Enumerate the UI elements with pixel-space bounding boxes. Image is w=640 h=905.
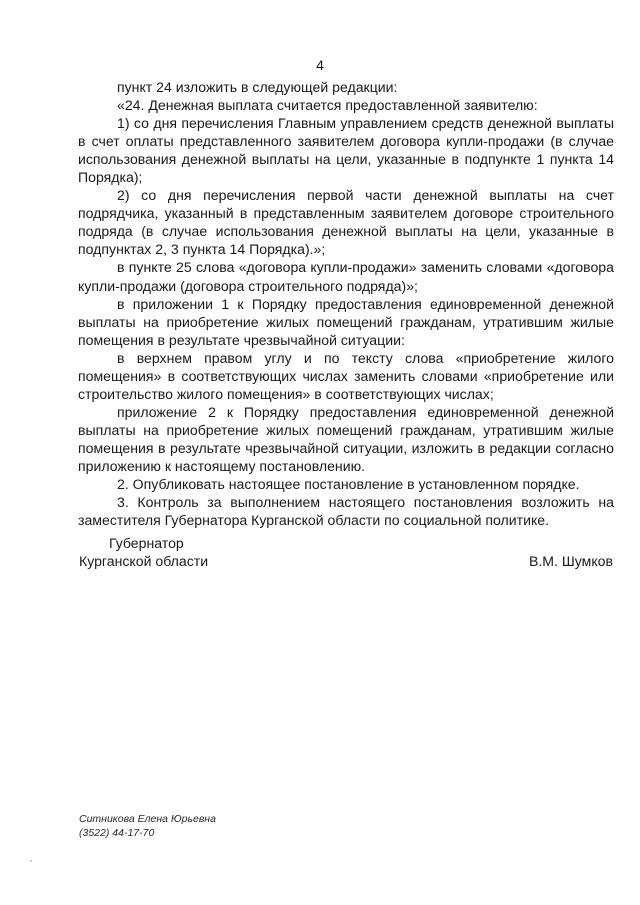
paragraph-item-24-intro: пункт 24 изложить в следующей редакции:: [117, 79, 398, 95]
paragraph-appendix-2: приложение 2 к Порядку предоставления единовременной денежной выплаты на приобретение жилых помещений гражданам, утратившим жилые помещения в результате чрезвычайной ситуации, изложить в редакции согласно приложению к настоящему постановлению.: [78, 403, 614, 474]
paragraph-control: 3. Контроль за выполнением настоящего постановления возложить на заместителя Губернатора Курганской области по социальной политике.: [78, 494, 614, 529]
document-body: [78, 78, 614, 529]
paragraph-item-25: в пункте 25 слова «договора купли-продажи» заменить словами «договора купли-продажи (договора строительного подряда)»;: [78, 259, 614, 294]
page-number: 4: [316, 57, 324, 73]
signature-title-line1: Губернатор: [109, 535, 184, 551]
paragraph-subitem-2: 2) со дня перечисления первой части денежной выплаты на счет подрядчика, указанный в представленным заявителем договоре строительного подряда (в случае использования денежной выплаты на цели, указанные в подпунктах 2, 3 пункта 14 Порядка).»;: [78, 187, 614, 258]
executor-phone: (3522) 44-17-70: [79, 827, 155, 839]
signature-name: В.М. Шумков: [528, 553, 613, 569]
signature-title-line2: Курганской области: [79, 553, 209, 569]
paragraph-appendix-1: в приложении 1 к Порядку предоставления единовременной денежной выплаты на приобретение жилых помещений гражданам, утратившим жилые помещения в результате чрезвычайной ситуации:: [78, 295, 614, 348]
paragraph-publish: 2. Опубликовать настоящее постановление в установленном порядке.: [117, 476, 580, 493]
paragraph-item-24-heading: «24. Денежная выплата считается предоставленной заявителю:: [117, 97, 538, 114]
scan-speck: [30, 860, 32, 862]
paragraph-appendix-1-corner: в верхнем правом углу и по тексту слова «приобретение жилого помещения» в соответствующих числах заменить словами «приобретение или строительство жилого помещения» в соответствующих числах;: [78, 349, 614, 402]
signature-title: [79, 534, 208, 570]
executor-block: [79, 812, 216, 840]
executor-name: Ситникова Елена Юрьевна: [79, 813, 216, 825]
paragraph-subitem-1: 1) со дня перечисления Главным управлением средств денежной выплаты в счет оплаты представленного заявителем договора купли-продажи (в случае использования денежной выплаты на цели, указанные в подпункте 1 пункта 14 Порядка);: [78, 115, 614, 186]
